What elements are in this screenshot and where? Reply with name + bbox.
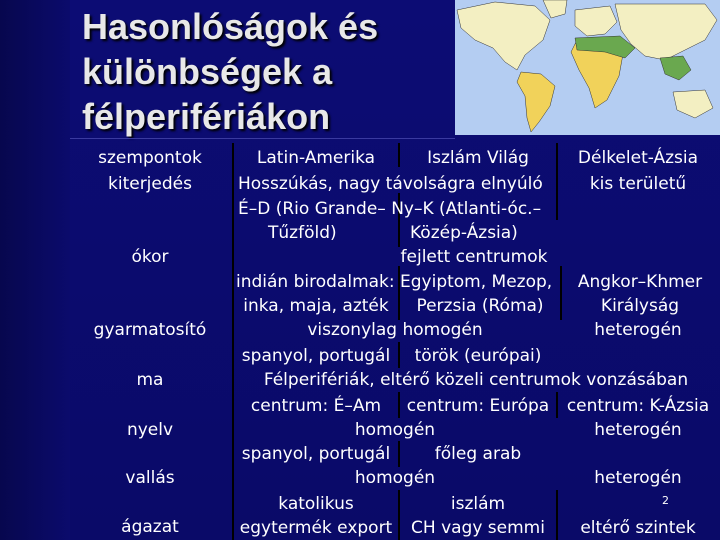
cell-okor-latin-2: inka, maja, azték [243,296,389,316]
row-label-nyelv: nyelv [126,420,174,440]
cell-agazat-delkelet: eltérő szintek [580,518,696,538]
slide-title [82,4,462,139]
cell-nyelv-latin: spanyol, portugál [241,444,391,464]
title-line-1: Hasonlóságok és [82,6,379,47]
row-label-szempontok: szempontok [98,148,202,168]
cell-gyarmat-delkelet: heterogén [594,320,682,340]
cell-kiterjedes-3: Tűzföld) [268,223,337,243]
table-divider [556,193,558,220]
cell-nyelv-iszlam: főleg arab [434,444,522,464]
title-line-3: félperifériákon [82,96,331,137]
row-label-gyarmatosito: gyarmatosító [93,320,207,340]
cell-kiterjedes-2: É–D (Rio Grande– Ny–K (Atlanti-óc.– [238,199,542,219]
cell-gyarmat-iszlam: török (európai) [414,346,542,366]
page-number: 2 [662,494,669,507]
title-line-2: különbségek a [82,51,333,92]
row-label-vallas: vallás [125,468,175,488]
cell-vallas-latin: katolikus [278,494,354,514]
cell-kiterjedes-delkelet: kis területű [589,174,687,194]
cell-ma-latin: centrum: É–Am [250,396,382,416]
cell-vallas-iszlam: iszlám [450,494,506,514]
cell-okor-delkelet-1: Angkor–Khmer [577,272,703,292]
row-label-ma: ma [136,370,164,390]
cell-okor-span: fejlett centrumok [400,247,548,267]
cell-kiterjedes-1: Hosszúkás, nagy távolságra elnyúló [238,174,543,194]
cell-agazat-iszlam: CH vagy semmi [411,518,545,538]
row-label-okor: ókor [131,247,169,267]
side-bar [0,0,70,540]
cell-ma-iszlam: centrum: Európa [406,396,550,416]
row-label-agazat: ágazat [121,517,179,537]
cell-nyelv-span: homogén [354,420,436,440]
cell-vallas-delkelet: heterogén [594,468,682,488]
cell-gyarmat-latin: spanyol, portugál [241,346,391,366]
title-divider [70,138,455,139]
world-map-image [455,0,720,135]
cell-ma-span: Félperifériák, eltérő közeli centrumok vonzásában [263,370,689,390]
cell-okor-delkelet-2: Királyság [600,296,680,316]
cell-vallas-span: homogén [354,468,436,488]
cell-kiterjedes-4: Közép-Ázsia) [410,223,518,243]
cell-okor-iszlam-1: Egyiptom, Mezop, [400,272,553,292]
cell-ma-delkelet: centrum: K-Ázsia [566,396,710,416]
cell-gyarmat-span: viszonylag homogén [307,320,483,340]
header-latin-amerika: Latin-Amerika [256,148,376,168]
cell-okor-latin-1: indián birodalmak: [236,272,395,292]
cell-agazat-latin: egytermék export [239,518,393,538]
header-delkelet-azsia: Délkelet-Ázsia [577,148,699,168]
header-iszlam-vilag: Iszlám Világ [427,148,529,168]
cell-nyelv-delkelet: heterogén [594,420,682,440]
row-label-kiterjedes: kiterjedés [108,174,192,194]
cell-okor-iszlam-2: Perzsia (Róma) [416,296,544,316]
